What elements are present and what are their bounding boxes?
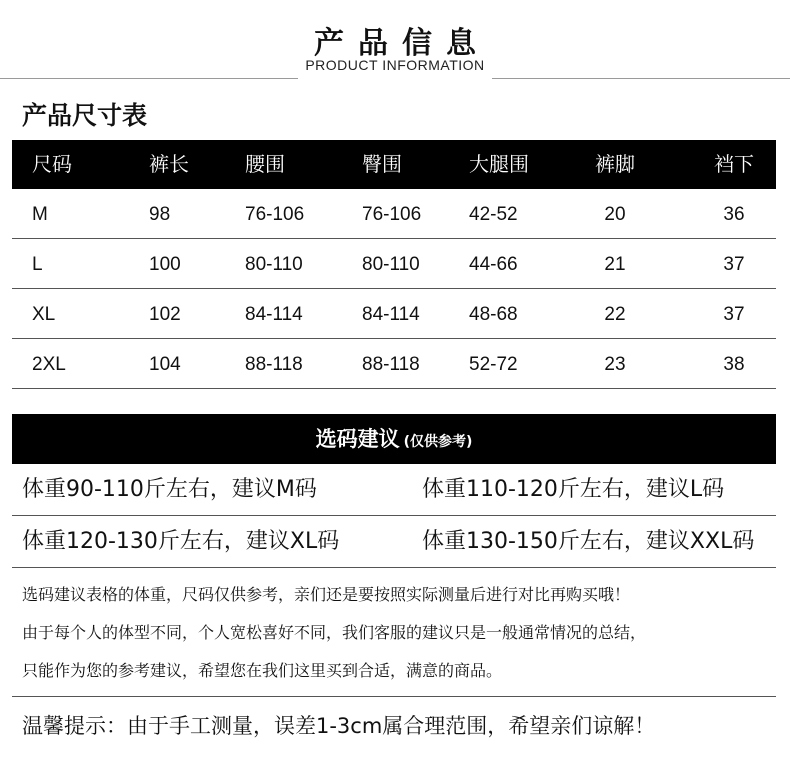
note-line: 由于每个人的体型不同，个人宽松喜好不同，我们客服的建议只是一般通常情况的总结， xyxy=(22,623,647,642)
table-cell: 88-118 xyxy=(362,354,420,375)
size-advice-grid xyxy=(12,464,776,568)
table-cell: 48-68 xyxy=(469,304,518,325)
header-divider-left xyxy=(0,78,298,79)
table-cell: 42-52 xyxy=(469,204,518,225)
table-cell: 20 xyxy=(604,204,626,225)
table-cell: 88-118 xyxy=(245,354,303,375)
column-header-thigh: 大腿围 xyxy=(469,152,529,176)
advice-item: 体重90-110斤左右，建议M码 xyxy=(22,477,317,502)
note-line: 选码建议表格的体重，尺码仅供参考，亲们还是要按照实际测量后进行对比再购买哦！ xyxy=(22,585,631,604)
table-cell: 52-72 xyxy=(469,354,518,375)
advice-item: 体重130-150斤左右，建议XXL码 xyxy=(422,529,755,554)
advice-row xyxy=(12,516,776,568)
table-cell: 98 xyxy=(149,204,171,225)
warm-tip: 温馨提示：由于手工测量，误差1-3cm属合理范围，希望亲们谅解！ xyxy=(22,714,656,738)
advice-row xyxy=(12,464,776,516)
table-cell: 23 xyxy=(604,354,626,375)
table-cell: 80-110 xyxy=(245,254,303,275)
table-cell: 76-106 xyxy=(362,204,422,225)
table-cell: 22 xyxy=(604,304,626,325)
table-row xyxy=(12,289,776,339)
table-cell: 36 xyxy=(723,204,745,225)
table-cell: XL xyxy=(32,304,56,325)
size-table xyxy=(12,140,776,389)
size-advice-banner xyxy=(12,414,776,464)
column-header-size: 尺码 xyxy=(32,152,72,176)
table-cell: 21 xyxy=(604,254,626,275)
table-cell: M xyxy=(32,204,48,225)
table-cell: 76-106 xyxy=(245,204,305,225)
page-title: 产品信息 xyxy=(314,26,490,61)
note-line: 只能作为您的参考建议，希望您在我们这里买到合适，满意的商品。 xyxy=(22,661,503,680)
table-cell: L xyxy=(32,254,43,275)
size-advice-note: (仅供参考) xyxy=(403,434,473,450)
table-cell: 44-66 xyxy=(469,254,518,275)
table-cell: 80-110 xyxy=(362,254,420,275)
size-notes xyxy=(22,578,772,692)
notes-divider xyxy=(12,696,776,697)
table-cell: 37 xyxy=(723,254,745,275)
table-cell: 37 xyxy=(723,304,745,325)
column-header-waist: 腰围 xyxy=(245,152,285,176)
column-header-leg-opening: 裤脚 xyxy=(595,152,635,176)
table-cell: 102 xyxy=(149,304,181,325)
header-divider-right xyxy=(492,78,790,79)
table-row xyxy=(12,339,776,389)
table-cell: 2XL xyxy=(32,354,66,375)
page-subtitle: PRODUCT INFORMATION xyxy=(305,57,485,73)
column-header-hip: 臀围 xyxy=(362,152,402,176)
table-row xyxy=(12,189,776,239)
size-table-title: 产品尺寸表 xyxy=(22,101,148,130)
header xyxy=(0,0,790,80)
advice-item: 体重120-130斤左右，建议XL码 xyxy=(22,529,340,554)
table-row xyxy=(12,239,776,289)
table-cell: 84-114 xyxy=(245,304,303,325)
size-advice-title: 选码建议 xyxy=(315,427,400,451)
table-header-row xyxy=(12,140,776,189)
table-cell: 38 xyxy=(723,354,745,375)
table-cell: 84-114 xyxy=(362,304,420,325)
table-cell: 100 xyxy=(149,254,181,275)
column-header-length: 裤长 xyxy=(149,152,189,176)
column-header-inseam: 裆下 xyxy=(714,152,754,176)
advice-item: 体重110-120斤左右，建议L码 xyxy=(422,477,725,502)
table-cell: 104 xyxy=(149,354,181,375)
